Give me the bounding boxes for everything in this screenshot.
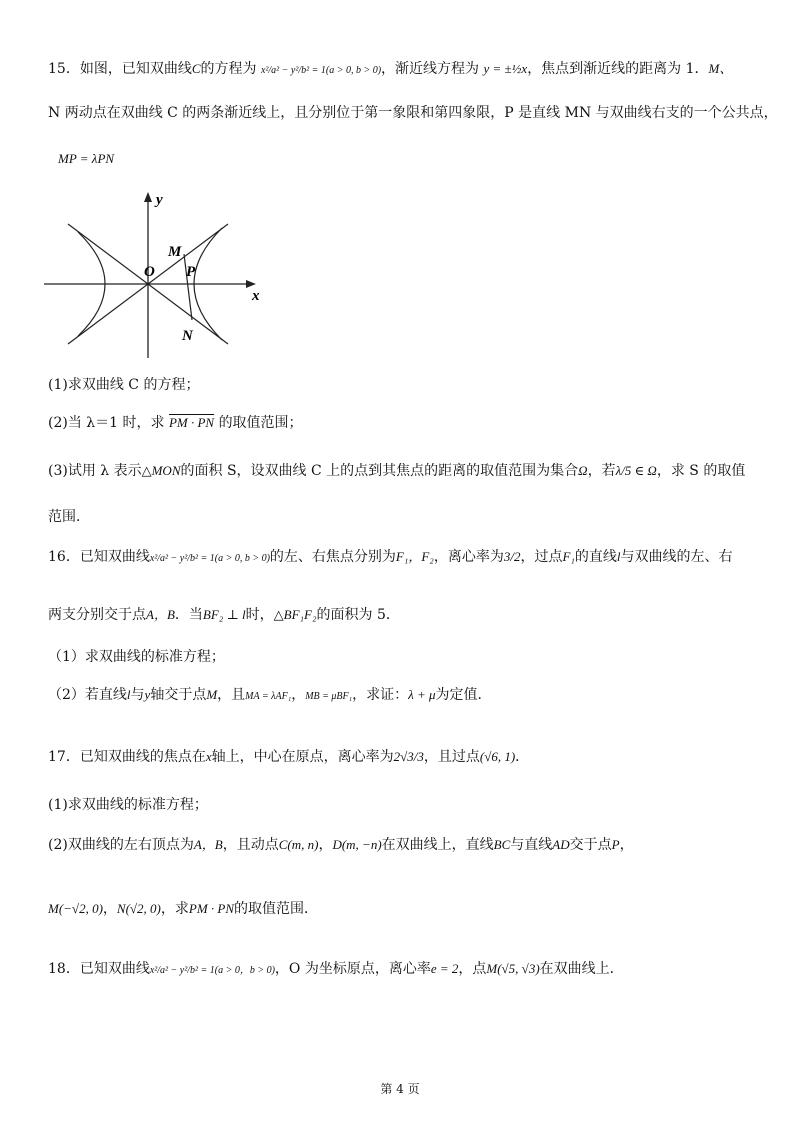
x-axis-arrow bbox=[246, 280, 256, 288]
p18-line1: 18．已知双曲线x²/a² − y²/b² = 1(a > 0，b > 0)，O 为坐标原点，离心率e = 2，点M(√5, √3)在双曲线上． bbox=[48, 961, 624, 977]
label-x: x bbox=[252, 288, 260, 304]
p16-q2: （2）若直线l与y轴交于点M，且MA = λAF₁，MB = μBF₁，求证：λ + μ为定值． bbox=[48, 687, 492, 703]
p15-asymptote: y = ±½x bbox=[483, 61, 528, 76]
label-p: P bbox=[186, 264, 196, 280]
p15-q2: (2)当 λ＝1 时，求 PM · PN 的取值范围； bbox=[48, 415, 303, 431]
label-n: N bbox=[182, 328, 193, 344]
p15-q3: (3)试用 λ 表示△MON的面积 S，设双曲线 C 上的点到其焦点的距离的取值范围为集合Ω，若λ/5 ∈ Ω，求 S 的取值 bbox=[48, 463, 746, 479]
p15-q1: (1)求双曲线 C 的方程； bbox=[48, 377, 200, 393]
y-axis-arrow bbox=[144, 192, 152, 202]
p15-line2: N 两动点在双曲线 C 的两条渐近线上，且分别位于第一象限和第四象限，P 是直线 MN 与双曲线右支的一个公共点， bbox=[48, 105, 778, 121]
p17-line1: 17．已知双曲线的焦点在x轴上，中心在原点，离心率为2√3/3，且过点(√6, 1)． bbox=[48, 749, 530, 765]
label-y: y bbox=[156, 192, 163, 208]
p15-line1: 15．如图，已知双曲线C的方程为 x²/a² − y²/b² = 1(a > 0, b > 0)，渐近线方程为 y = ±½x，焦点到渐近线的距离为 1．M、 bbox=[48, 61, 733, 77]
hyperbola-figure bbox=[44, 188, 264, 360]
label-m: M bbox=[168, 244, 182, 260]
p17-q2: (2)双曲线的左右顶点为A，B，且动点C(m, n)，D(m, −n)在双曲线上，直线BC与直线AD交于点P， bbox=[48, 837, 634, 853]
label-o: O bbox=[144, 264, 155, 280]
p15-vector: MP = λPN bbox=[58, 151, 115, 166]
p16-line2: 两支分别交于点A，B．当BF₂ ⊥ l时，△BF₁F₂的面积为 5． bbox=[48, 607, 400, 623]
p17-q1: (1)求双曲线的标准方程； bbox=[48, 797, 208, 813]
p16-line1: 16．已知双曲线x²/a² − y²/b² = 1(a > 0, b > 0)的左、右焦点分别为F₁，F₂，离心率为3/2，过点F₁的直线l与双曲线的左、右 bbox=[48, 549, 733, 565]
page-footer: 第 4 页 bbox=[380, 1082, 420, 1096]
p16-q1: （1）求双曲线的标准方程； bbox=[48, 649, 225, 665]
p15-q3-cont: 范围． bbox=[48, 509, 90, 525]
p17-q2-cont: M(−√2, 0)，N(√2, 0)，求PM · PN的取值范围． bbox=[48, 901, 319, 917]
p15-equation: x²/a² − y²/b² = 1(a > 0, b > 0) bbox=[260, 65, 382, 76]
